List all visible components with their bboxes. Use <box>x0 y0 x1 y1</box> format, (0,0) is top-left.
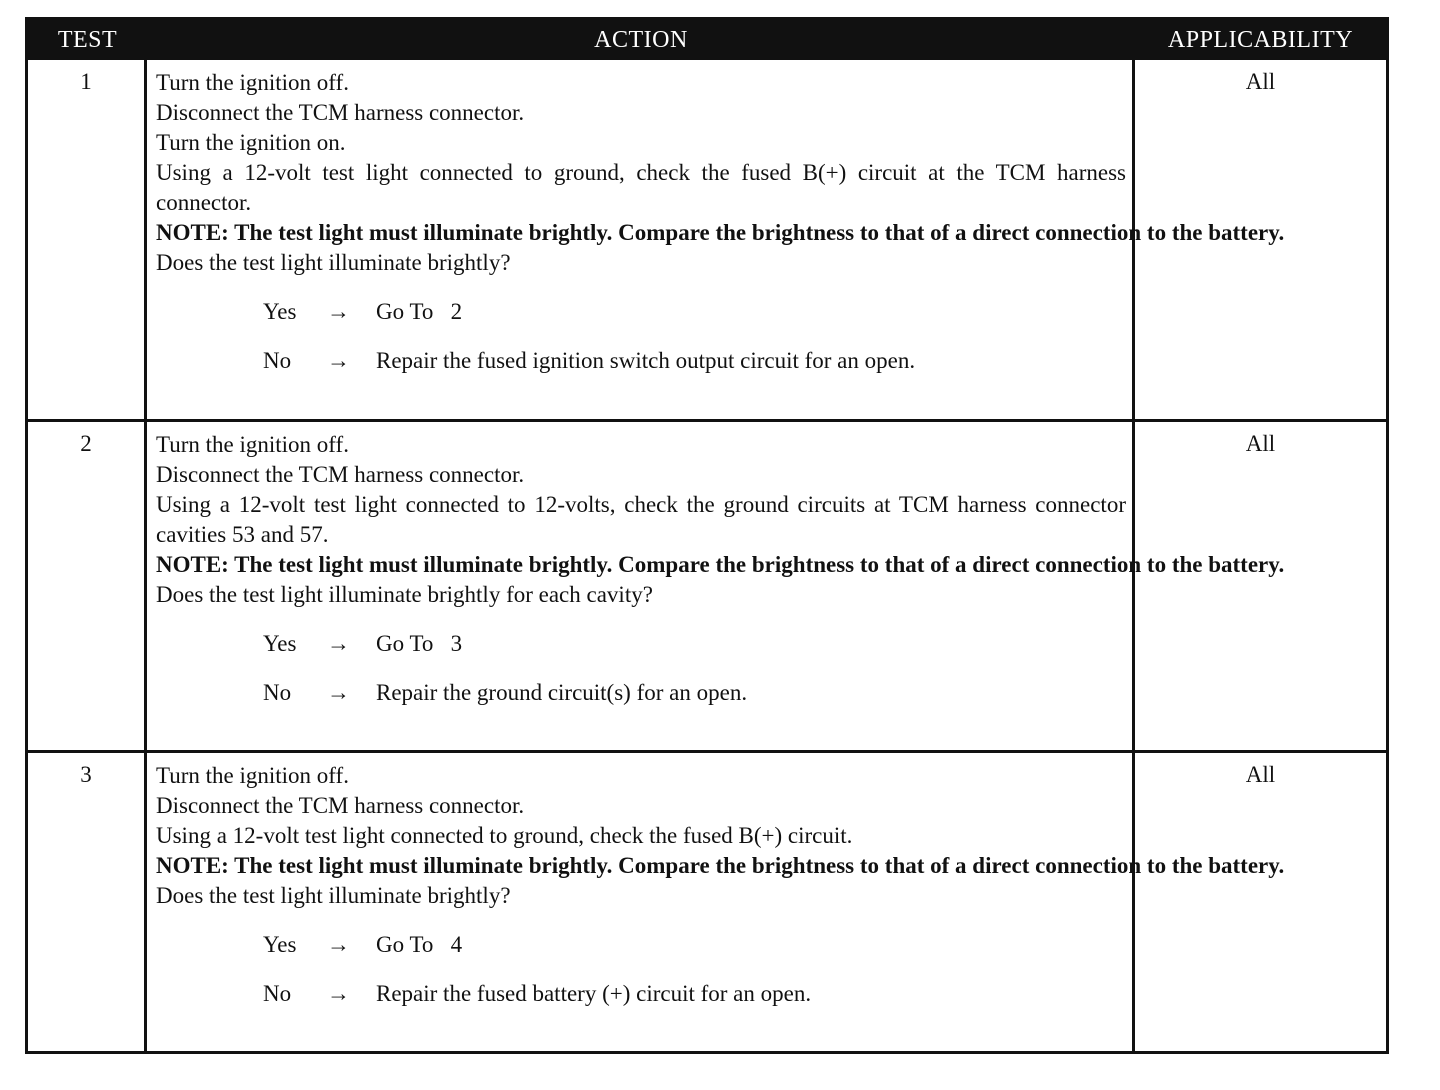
test-number: 1 <box>28 60 147 421</box>
answer-no <box>156 346 1126 395</box>
answer-yes <box>156 297 1126 346</box>
header-test: TEST <box>57 27 118 53</box>
action-step: Turn the ignition on. <box>156 130 346 155</box>
applicability-cell: All <box>1245 69 1276 94</box>
answer-no-text: Repair the fused ignition switch output circuit for an open. <box>376 348 916 373</box>
action-step: Disconnect the TCM harness connector. <box>156 462 525 487</box>
answer-no-text: Repair the fused battery (+) circuit for an open. <box>376 981 812 1006</box>
action-note: NOTE: The test light must illuminate brightly. Compare the brightness to that of a direct connection to the battery. <box>156 552 1285 577</box>
action-question: Does the test light illuminate brightly? <box>156 883 511 908</box>
table-row-test-2 <box>28 419 1386 752</box>
action-note: NOTE: The test light must illuminate brightly. Compare the brightness to that of a direct connection to the battery. <box>156 220 1285 245</box>
answer-yes-label: Yes <box>263 631 297 656</box>
answer-yes <box>156 629 1126 678</box>
action-step: Using a 12-volt test light connected to 12-volts, check the ground circuits at TCM harness connector cavities 53 and 57. <box>156 492 1126 547</box>
answer-yes-text: Go To 3 <box>376 631 463 656</box>
action-question: Does the test light illuminate brightly? <box>156 250 511 275</box>
answer-no-text: Repair the ground circuit(s) for an open. <box>376 680 748 705</box>
right-arrow-icon: → <box>327 348 350 373</box>
action-question: Does the test light illuminate brightly for each cavity? <box>156 582 653 607</box>
action-step: Turn the ignition off. <box>156 432 349 457</box>
answer-no-label: No <box>263 348 292 373</box>
answer-yes-text: Go To 2 <box>376 299 463 324</box>
right-arrow-icon: → <box>327 680 350 705</box>
test-number: 3 <box>28 753 147 1051</box>
action-step: Turn the ignition off. <box>156 70 349 95</box>
applicability-cell: All <box>1245 762 1276 787</box>
table-header <box>28 20 1386 60</box>
answer-yes-label: Yes <box>263 299 297 324</box>
action-step: Turn the ignition off. <box>156 763 349 788</box>
table-row-test-1 <box>28 57 1386 421</box>
table-row-test-3 <box>28 750 1386 1051</box>
header-applicability: APPLICABILITY <box>1167 27 1354 53</box>
test-number: 2 <box>28 422 147 752</box>
answer-yes-label: Yes <box>263 932 297 957</box>
right-arrow-icon: → <box>327 932 350 957</box>
answer-no <box>156 979 1126 1028</box>
applicability-cell: All <box>1245 431 1276 456</box>
answer-no-label: No <box>263 680 292 705</box>
action-step: Using a 12-volt test light connected to ground, check the fused B(+) circuit at the TCM harness connector. <box>156 160 1126 215</box>
right-arrow-icon: → <box>327 981 350 1006</box>
right-arrow-icon: → <box>327 299 350 324</box>
action-step: Disconnect the TCM harness connector. <box>156 100 525 125</box>
answer-yes-text: Go To 4 <box>376 932 463 957</box>
answer-no-label: No <box>263 981 292 1006</box>
diagnostic-test-table <box>25 17 1389 1054</box>
action-step: Using a 12-volt test light connected to ground, check the fused B(+) circuit. <box>156 823 853 848</box>
answer-no <box>156 678 1126 727</box>
right-arrow-icon: → <box>327 631 350 656</box>
header-action: ACTION <box>594 27 688 53</box>
answer-yes <box>156 930 1126 979</box>
action-note: NOTE: The test light must illuminate brightly. Compare the brightness to that of a direct connection to the battery. <box>156 853 1285 878</box>
action-step: Disconnect the TCM harness connector. <box>156 793 525 818</box>
